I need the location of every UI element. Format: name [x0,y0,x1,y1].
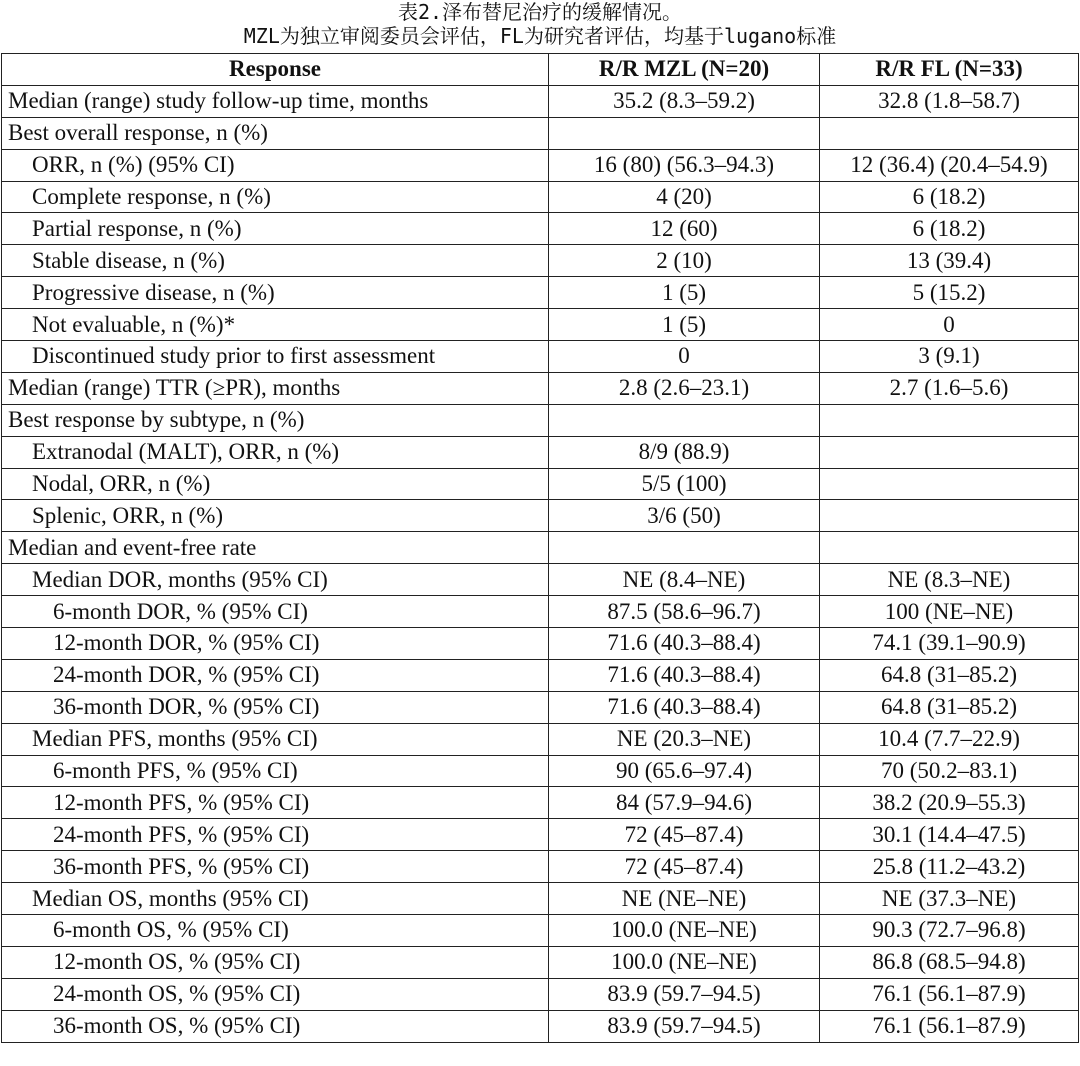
cell-mzl: 100.0 (NE–NE) [549,946,820,978]
cell-fl [820,500,1079,532]
table-row [2,659,1079,691]
row-label: Discontinued study prior to first assessment [2,341,549,373]
table-row [2,277,1079,309]
cell-fl: 3 (9.1) [820,341,1079,373]
table-row [2,149,1079,181]
cell-fl: 32.8 (1.8–58.7) [820,85,1079,117]
cell-fl: 6 (18.2) [820,181,1079,213]
header-mzl: R/R MZL (N=20) [549,54,820,86]
table-row [2,691,1079,723]
row-label: 12-month OS, % (95% CI) [2,946,549,978]
cell-mzl: 84 (57.9–94.6) [549,787,820,819]
row-label: Splenic, ORR, n (%) [2,500,549,532]
cell-fl: NE (37.3–NE) [820,883,1079,915]
cell-fl: 25.8 (11.2–43.2) [820,851,1079,883]
row-label: Median (range) TTR (≥PR), months [2,372,549,404]
header-response: Response [2,54,549,86]
cell-fl: 86.8 (68.5–94.8) [820,946,1079,978]
cell-mzl: 0 [549,341,820,373]
row-label: 24-month OS, % (95% CI) [2,978,549,1010]
table-row [2,787,1079,819]
table-row [2,404,1079,436]
table-row [2,468,1079,500]
row-label: Best overall response, n (%) [2,117,549,149]
row-label: Nodal, ORR, n (%) [2,468,549,500]
row-label: 12-month PFS, % (95% CI) [2,787,549,819]
cell-mzl: 1 (5) [549,309,820,341]
cell-fl: 64.8 (31–85.2) [820,659,1079,691]
cell-mzl: 83.9 (59.7–94.5) [549,1010,820,1042]
cell-fl: 6 (18.2) [820,213,1079,245]
row-label: 24-month DOR, % (95% CI) [2,659,549,691]
cell-fl: 38.2 (20.9–55.3) [820,787,1079,819]
cell-mzl: 2.8 (2.6–23.1) [549,372,820,404]
table-row [2,596,1079,628]
cell-fl: 90.3 (72.7–96.8) [820,915,1079,947]
table-row [2,117,1079,149]
table-row [2,915,1079,947]
cell-fl: 76.1 (56.1–87.9) [820,1010,1079,1042]
table-row [2,309,1079,341]
cell-fl: 74.1 (39.1–90.9) [820,628,1079,660]
row-label: 36-month PFS, % (95% CI) [2,851,549,883]
cell-mzl: 1 (5) [549,277,820,309]
cell-mzl: 12 (60) [549,213,820,245]
cell-fl: 76.1 (56.1–87.9) [820,978,1079,1010]
cell-fl [820,117,1079,149]
cell-fl [820,436,1079,468]
table-body [2,85,1079,1042]
table-row [2,978,1079,1010]
cell-mzl: 83.9 (59.7–94.5) [549,978,820,1010]
row-label: Median DOR, months (95% CI) [2,564,549,596]
cell-fl: 13 (39.4) [820,245,1079,277]
row-label: Median and event-free rate [2,532,549,564]
table-row [2,85,1079,117]
table-row [2,181,1079,213]
table-row [2,213,1079,245]
cell-mzl: 72 (45–87.4) [549,819,820,851]
cell-fl [820,468,1079,500]
row-label: Partial response, n (%) [2,213,549,245]
row-label: Median OS, months (95% CI) [2,883,549,915]
table-row [2,723,1079,755]
cell-mzl: 5/5 (100) [549,468,820,500]
table-row [2,564,1079,596]
header-fl: R/R FL (N=33) [820,54,1079,86]
cell-fl [820,404,1079,436]
table-row [2,883,1079,915]
response-table [1,53,1079,1043]
cell-fl: 0 [820,309,1079,341]
cell-mzl [549,404,820,436]
row-label: Extranodal (MALT), ORR, n (%) [2,436,549,468]
table-row [2,532,1079,564]
table-row [2,341,1079,373]
cell-mzl: NE (NE–NE) [549,883,820,915]
row-label: Median PFS, months (95% CI) [2,723,549,755]
cell-fl: NE (8.3–NE) [820,564,1079,596]
row-label: Median (range) study follow-up time, months [2,85,549,117]
cell-mzl: 35.2 (8.3–59.2) [549,85,820,117]
table-row [2,946,1079,978]
cell-fl: 10.4 (7.7–22.9) [820,723,1079,755]
cell-fl: 64.8 (31–85.2) [820,691,1079,723]
cell-fl: 70 (50.2–83.1) [820,755,1079,787]
table-row [2,245,1079,277]
cell-mzl: 90 (65.6–97.4) [549,755,820,787]
cell-fl: 2.7 (1.6–5.6) [820,372,1079,404]
row-label: ORR, n (%) (95% CI) [2,149,549,181]
table-row [2,628,1079,660]
table-row [2,372,1079,404]
row-label: 36-month OS, % (95% CI) [2,1010,549,1042]
cell-mzl: 2 (10) [549,245,820,277]
cell-mzl [549,532,820,564]
table-row [2,755,1079,787]
row-label: Complete response, n (%) [2,181,549,213]
row-label: Stable disease, n (%) [2,245,549,277]
cell-mzl: 3/6 (50) [549,500,820,532]
table-row [2,851,1079,883]
table-row [2,436,1079,468]
table-subtitle: MZL为独立审阅委员会评估，FL为研究者评估，均基于lugano标准 [243,24,837,48]
row-label: 24-month PFS, % (95% CI) [2,819,549,851]
cell-fl [820,532,1079,564]
cell-fl: 5 (15.2) [820,277,1079,309]
cell-mzl: 100.0 (NE–NE) [549,915,820,947]
cell-mzl: 16 (80) (56.3–94.3) [549,149,820,181]
row-label: 6-month PFS, % (95% CI) [2,755,549,787]
row-label: 6-month OS, % (95% CI) [2,915,549,947]
cell-mzl: NE (20.3–NE) [549,723,820,755]
row-label: 36-month DOR, % (95% CI) [2,691,549,723]
row-label: Progressive disease, n (%) [2,277,549,309]
table-title: 表2.泽布替尼治疗的缓解情况。 [397,0,683,24]
cell-mzl: 4 (20) [549,181,820,213]
cell-mzl: 87.5 (58.6–96.7) [549,596,820,628]
cell-mzl: 72 (45–87.4) [549,851,820,883]
row-label: Best response by subtype, n (%) [2,404,549,436]
cell-fl: 30.1 (14.4–47.5) [820,819,1079,851]
table-row [2,500,1079,532]
table-row [2,1010,1079,1042]
cell-mzl [549,117,820,149]
row-label: 12-month DOR, % (95% CI) [2,628,549,660]
cell-mzl: NE (8.4–NE) [549,564,820,596]
row-label: 6-month DOR, % (95% CI) [2,596,549,628]
table-row [2,819,1079,851]
table-header-row [2,54,1079,86]
cell-mzl: 71.6 (40.3–88.4) [549,659,820,691]
cell-mzl: 8/9 (88.9) [549,436,820,468]
cell-mzl: 71.6 (40.3–88.4) [549,691,820,723]
row-label: Not evaluable, n (%)* [2,309,549,341]
cell-fl: 12 (36.4) (20.4–54.9) [820,149,1079,181]
cell-mzl: 71.6 (40.3–88.4) [549,628,820,660]
cell-fl: 100 (NE–NE) [820,596,1079,628]
